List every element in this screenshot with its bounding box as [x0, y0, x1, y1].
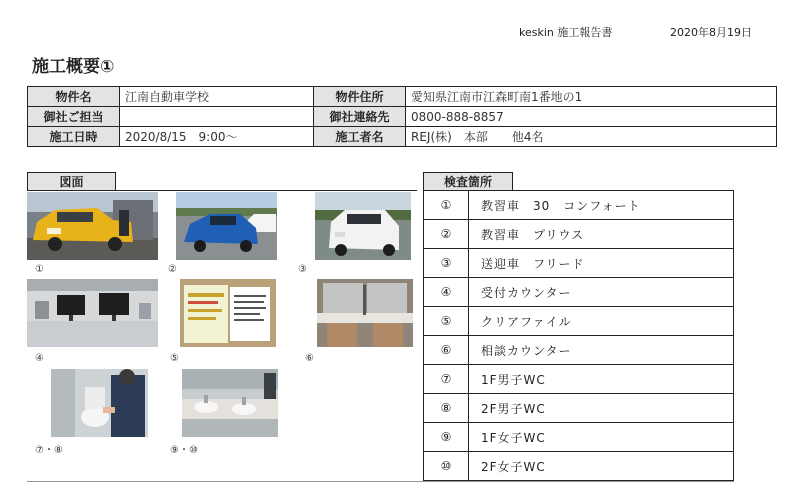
table-row [424, 220, 734, 249]
photo-womens-wc [182, 369, 278, 437]
photo-training-car-comfort [27, 192, 158, 260]
table-row [424, 452, 734, 481]
property-name-value: 江南自動車学校 [120, 87, 314, 107]
photo-training-car-prius [176, 192, 277, 260]
inspection-number: ② [424, 220, 469, 249]
report-company: keskin 施工報告書 [519, 26, 613, 39]
inspection-number: ③ [424, 249, 469, 278]
inspection-number: ④ [424, 278, 469, 307]
client-contact-person-label: 御社ご担当 [28, 107, 120, 127]
page-title: 施工概要① [32, 57, 115, 77]
table-row [424, 191, 734, 220]
inspection-item: 教習車 30 コンフォート [469, 191, 734, 220]
inspection-number: ⑨ [424, 423, 469, 452]
report-date: 2020年8月19日 [670, 26, 752, 39]
work-date-value: 2020/8/15 9:00〜 [120, 127, 314, 147]
inspection-item: 2F男子WC [469, 394, 734, 423]
inspection-item: 送迎車 フリード [469, 249, 734, 278]
inspection-number: ⑧ [424, 394, 469, 423]
table-row [424, 394, 734, 423]
inspection-item: クリアファイル [469, 307, 734, 336]
work-date-label: 施工日時 [28, 127, 120, 147]
table-row [424, 336, 734, 365]
table-row [424, 307, 734, 336]
inspection-item: 受付カウンター [469, 278, 734, 307]
photo-caption: ⑦・⑧ [35, 445, 63, 456]
inspection-section-label: 検査箇所 [423, 172, 513, 191]
table-row [424, 423, 734, 452]
inspection-number: ⑦ [424, 365, 469, 394]
bottom-divider [27, 481, 734, 482]
info-row [28, 107, 777, 127]
photo-caption: ② [168, 264, 177, 275]
inspection-number: ⑥ [424, 336, 469, 365]
client-phone-value: 0800-888-8857 [406, 107, 777, 127]
table-row [424, 365, 734, 394]
inspection-item: 1F女子WC [469, 423, 734, 452]
property-address-value: 愛知県江南市江森町南1番地の1 [406, 87, 777, 107]
figures-section-label: 図面 [27, 172, 116, 191]
photo-reception-counter [27, 279, 158, 347]
inspection-item: 教習車 プリウス [469, 220, 734, 249]
photo-caption: ⑥ [305, 353, 314, 364]
inspection-number: ⑩ [424, 452, 469, 481]
figures-divider [27, 190, 417, 191]
property-address-label: 物件住所 [314, 87, 406, 107]
photo-clear-file [180, 279, 276, 347]
info-row [28, 87, 777, 107]
client-contact-person-value [120, 107, 314, 127]
photo-shuttle-car-freed [315, 192, 411, 260]
inspection-number: ⑤ [424, 307, 469, 336]
photo-caption: ⑤ [170, 353, 179, 364]
photo-caption: ④ [35, 353, 44, 364]
worker-name-value: REJ(株) 本部 他4名 [406, 127, 777, 147]
photo-caption: ① [35, 264, 44, 275]
photo-consultation-counter [317, 279, 413, 347]
inspection-list-table [423, 190, 734, 481]
inspection-item: 相談カウンター [469, 336, 734, 365]
table-row [424, 278, 734, 307]
photo-caption: ⑨・⑩ [170, 445, 198, 456]
photo-mens-wc [51, 369, 148, 437]
table-row [424, 249, 734, 278]
project-info-table [27, 86, 777, 147]
inspection-item: 1F男子WC [469, 365, 734, 394]
photo-caption: ③ [298, 264, 307, 275]
worker-name-label: 施工者名 [314, 127, 406, 147]
info-row [28, 127, 777, 147]
client-phone-label: 御社連絡先 [314, 107, 406, 127]
property-name-label: 物件名 [28, 87, 120, 107]
inspection-number: ① [424, 191, 469, 220]
inspection-item: 2F女子WC [469, 452, 734, 481]
